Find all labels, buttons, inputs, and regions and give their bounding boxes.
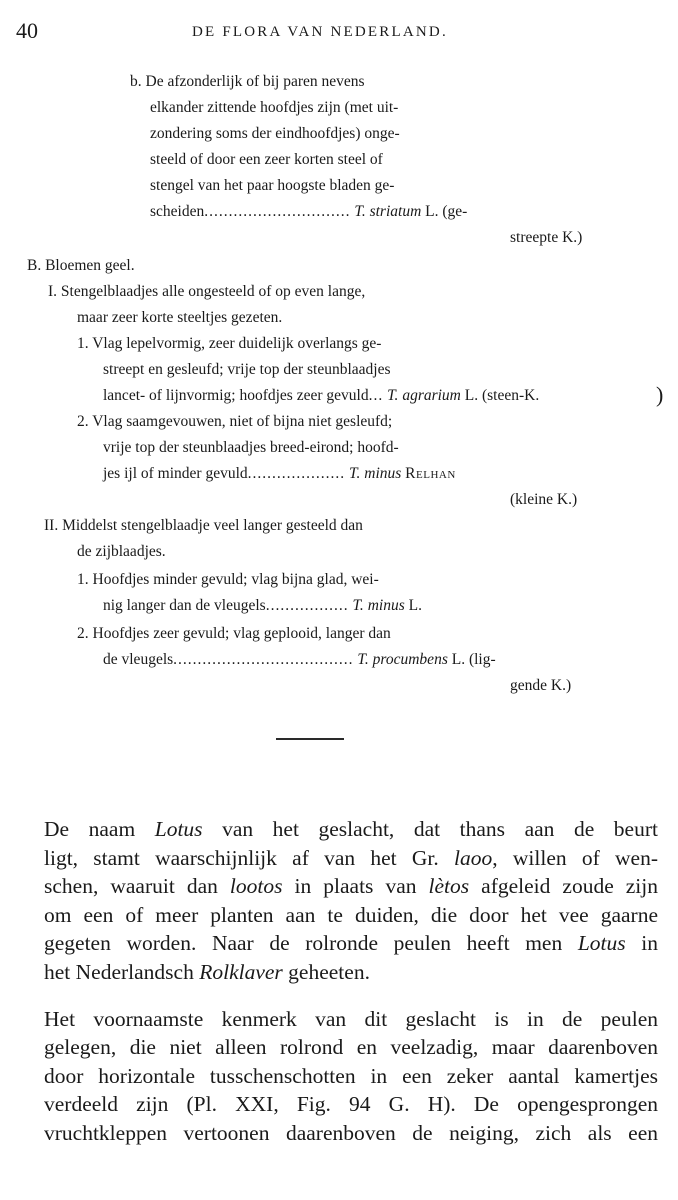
key-text: jes ijl of minder gevuld (103, 465, 248, 482)
key-b-line-4: steeld of door een zeer korten steel of (150, 151, 383, 168)
key-II1-line-1: 1. Hoofdjes minder gevuld; vlag bijna glad, wei- (77, 571, 379, 588)
key-II2-line-1: 2. Hoofdjes zeer gevuld; vlag geplooid, langer dan (77, 625, 391, 642)
genus-abbrev: T. (352, 597, 364, 614)
key-text: de vleugels (103, 651, 174, 668)
species-name: minus (364, 465, 402, 482)
species-name: striatum (369, 203, 422, 220)
author-name: L. (451, 651, 466, 668)
p2-line-4: verdeeld zijn (Pl. XXI, Fig. 94 G. H). De opengesprongen (44, 1092, 658, 1116)
p2-line-3: door horizontale tusschenschotten in een zeker aantal kamertjes (44, 1064, 658, 1088)
key-I-line-1: I. Stengelblaadjes alle ongesteeld of op even lange, (48, 283, 366, 300)
genus-abbrev: T. (387, 387, 399, 404)
p2-line-5: vruchtkleppen vertoonen daarenboven de neiging, zich als een (44, 1121, 658, 1145)
key-I1-line-1: 1. Vlag lepelvormig, zeer duidelijk overlangs ge- (77, 335, 382, 352)
key-b-line-3: zondering soms der eindhoofdjes) onge- (150, 125, 400, 142)
key-II2-entry-procumbens (103, 648, 496, 672)
p1-line-1: De naam Lotus van het geslacht, dat thans aan de beurt (44, 817, 658, 841)
key-I1-entry-agrarium (103, 384, 539, 408)
author-name: L. (464, 387, 479, 404)
common-name-cont: streepte K.) (510, 229, 583, 246)
genus-abbrev: T. (349, 465, 361, 482)
species-name: minus (367, 597, 405, 614)
running-title: DE FLORA VAN NEDERLAND. (192, 24, 448, 40)
common-name-cont: (kleine K.) (510, 491, 578, 508)
key-I2-entry-minus-relhan (103, 462, 456, 486)
p1-line-5: gegeten worden. Naar de rolronde peulen heeft men Lotus in (44, 931, 658, 955)
key-text: scheiden (150, 203, 205, 220)
common-name-cont: gende K.) (510, 677, 572, 694)
key-I1-line-2: streept en gesleufd; vrije top der steunblaadjes (103, 361, 391, 378)
greek-word: laoo (454, 846, 493, 870)
key-I-line-2: maar zeer korte steeltjes gezeten. (77, 309, 283, 326)
p1-line-3: schen, waaruit dan lootos in plaats van lètos afgeleid zoude zijn (44, 874, 659, 898)
species-name: agrarium (402, 387, 461, 404)
genus-name: Lotus (154, 817, 203, 841)
leader-dots: ... (368, 387, 384, 404)
p2-line-1: Het voornaamste kenmerk van dit geslacht is in de peulen (44, 1007, 658, 1031)
common-name: (ge- (442, 203, 468, 220)
genus-abbrev: T. (354, 203, 366, 220)
p1-line-6: het Nederlandsch Rolklaver geheeten. (44, 960, 370, 984)
author-name: L. (425, 203, 439, 220)
key-heading-B: B. Bloemen geel. (27, 257, 135, 274)
dutch-name: Rolklaver (199, 960, 283, 984)
greek-word: lètos (428, 874, 470, 898)
leader-dots: ................. (265, 597, 349, 614)
common-name: (lig- (468, 651, 496, 668)
key-b-line-5: stengel van het paar hoogste bladen ge- (150, 177, 395, 194)
author-name: L. (408, 597, 422, 614)
genus-name: Lotus (577, 931, 626, 955)
key-b-line-2: elkander zittende hoofdjes zijn (met uit- (150, 99, 399, 116)
genus-abbrev: T. (357, 651, 369, 668)
p2-line-2: gelegen, die niet alleen rolrond en veelzadig, maar daarenboven (44, 1035, 658, 1059)
author-name: Relhan (405, 465, 456, 482)
leader-dots: ..................................... (173, 651, 354, 668)
leader-dots: .................... (247, 465, 346, 482)
key-I2-line-1: 2. Vlag saamgevouwen, niet of bijna niet gesleufd; (77, 413, 393, 430)
section-divider (276, 738, 344, 740)
common-name: (steen-K. (481, 387, 540, 404)
species-name: procumbens (372, 651, 448, 668)
key-b-entry-striatum (150, 200, 467, 224)
leader-dots: .............................. (204, 203, 351, 220)
page-number: 40 (16, 18, 38, 43)
p1-line-4: om een of meer planten aan te duiden, die door het vee gaarne (44, 903, 658, 927)
key-b-line-1: b. De afzonderlijk of bij paren nevens (130, 73, 365, 90)
closing-brace: ) (656, 382, 664, 407)
key-text: nig langer dan de vleugels (103, 597, 266, 614)
greek-word: lootos (229, 874, 283, 898)
p1-line-2: ligt, stamt waarschijnlijk af van het Gr. laoo, willen of wen- (44, 846, 659, 870)
key-II-line-1: II. Middelst stengelblaadje veel langer gesteeld dan (44, 517, 363, 534)
key-II-line-2: de zijblaadjes. (77, 543, 166, 560)
key-II1-entry-minus (103, 594, 422, 618)
key-I2-line-2: vrije top der steunblaadjes breed-eirond; hoofd- (103, 439, 399, 456)
key-text: lancet- of lijnvormig; hoofdjes zeer gevuld (103, 387, 369, 404)
